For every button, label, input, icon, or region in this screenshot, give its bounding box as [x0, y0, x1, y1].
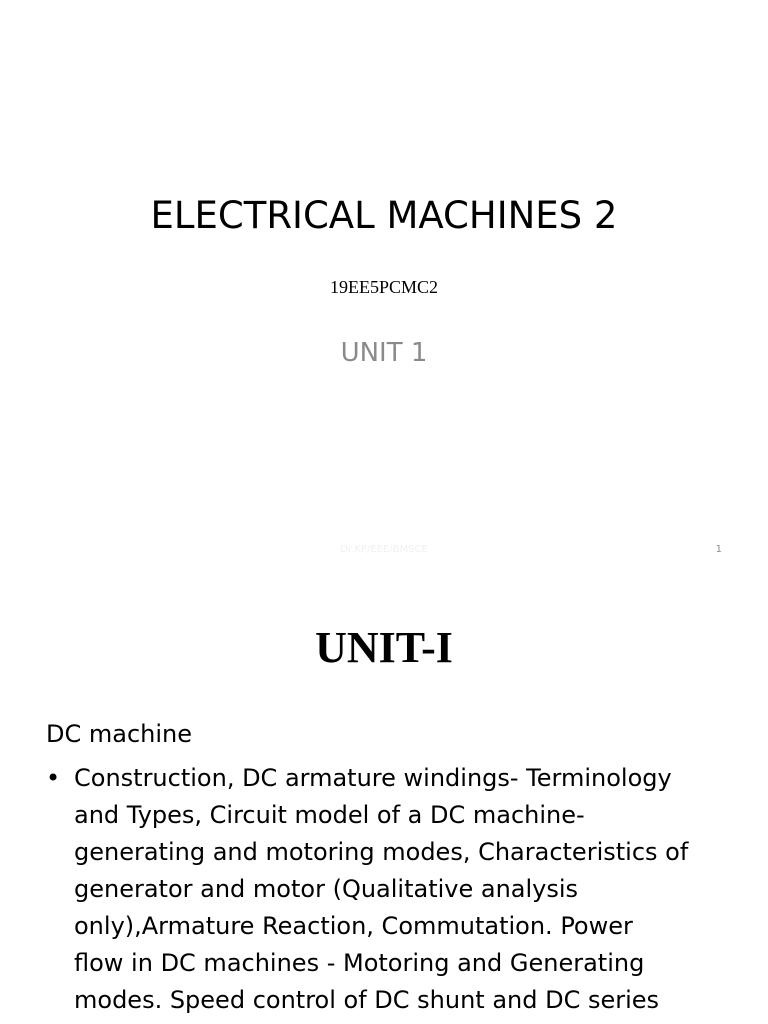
bullet-line: Construction, DC armature windings- Terminology [74, 764, 672, 792]
bullet-line: only),Armature Reaction, Commutation. Power [74, 912, 633, 940]
slide-2 [0, 576, 768, 1024]
slide-title: ELECTRICAL MACHINES 2 [150, 194, 618, 237]
section-heading: DC machine [46, 720, 193, 748]
bullet-icon: • [46, 764, 61, 792]
bullet-text [74, 760, 734, 1019]
bullet-line: and Types, Circuit model of a DC machine- [74, 801, 585, 829]
slide-subtitle: UNIT 1 [340, 338, 428, 368]
bullet-line: flow in DC machines - Motoring and Generating [74, 949, 645, 977]
bullet-line: modes. Speed control of DC shunt and DC series [74, 986, 660, 1014]
slide-footer: Dr.KP/EEE/BMSCE [340, 544, 428, 555]
course-code: 19EE5PCMC2 [329, 277, 439, 297]
slide-title: UNIT-I [315, 623, 453, 672]
bullet-line: generating and motoring modes, Characteristics of [74, 838, 689, 866]
page-number: 1 [715, 544, 722, 555]
bullet-line: generator and motor (Qualitative analysis [74, 875, 579, 903]
